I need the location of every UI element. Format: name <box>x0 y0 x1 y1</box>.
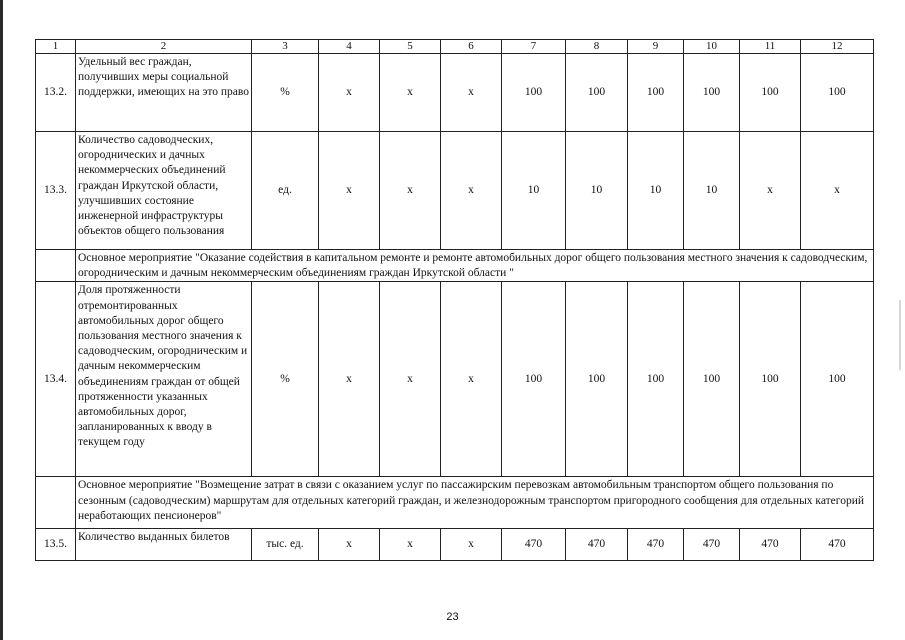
header-cell: 10 <box>684 40 740 54</box>
unit-cell: % <box>252 282 319 477</box>
value-cell: х <box>801 132 874 250</box>
table-row <box>36 529 874 561</box>
row-number: 13.3. <box>36 132 76 250</box>
value-cell: 10 <box>566 132 628 250</box>
value-cell: 100 <box>801 282 874 477</box>
value-cell: х <box>441 54 502 132</box>
value-cell: х <box>441 282 502 477</box>
unit-cell: ед. <box>252 132 319 250</box>
value-cell: х <box>740 132 801 250</box>
value-cell: 100 <box>628 54 684 132</box>
value-cell: х <box>319 54 380 132</box>
value-cell: х <box>319 282 380 477</box>
empty-cell <box>36 477 76 529</box>
section-title: Основное мероприятие "Возмещение затрат в связи с оказанием услуг по пассажирским перевозкам автомобильным транспортом общего пользования по сезонным (садоводческим) маршрутам для отдельных категорий граждан, и железнодорожным транспортом пригородного сообщения для отдельных категорий неработающих пенсионеров" <box>76 477 874 529</box>
indicators-table <box>35 39 874 561</box>
indicator-name: Количество выданных билетов <box>76 529 252 561</box>
value-cell: 100 <box>566 282 628 477</box>
scan-left-edge <box>0 0 3 640</box>
value-cell: 470 <box>628 529 684 561</box>
row-number: 13.5. <box>36 529 76 561</box>
header-cell: 5 <box>380 40 441 54</box>
value-cell: 10 <box>502 132 566 250</box>
value-cell: 470 <box>801 529 874 561</box>
header-cell: 9 <box>628 40 684 54</box>
table-row <box>36 282 874 477</box>
value-cell: х <box>319 132 380 250</box>
value-cell: х <box>441 529 502 561</box>
value-cell: 100 <box>740 282 801 477</box>
value-cell: 100 <box>566 54 628 132</box>
value-cell: х <box>441 132 502 250</box>
header-cell: 12 <box>801 40 874 54</box>
scan-artifact <box>899 300 901 370</box>
value-cell: 100 <box>628 282 684 477</box>
value-cell: 470 <box>740 529 801 561</box>
header-cell: 8 <box>566 40 628 54</box>
header-cell: 4 <box>319 40 380 54</box>
value-cell: 100 <box>502 54 566 132</box>
value-cell: х <box>319 529 380 561</box>
section-row <box>36 477 874 529</box>
table-row <box>36 54 874 132</box>
value-cell: 100 <box>801 54 874 132</box>
value-cell: 10 <box>628 132 684 250</box>
header-cell: 1 <box>36 40 76 54</box>
value-cell: 100 <box>740 54 801 132</box>
value-cell: х <box>380 54 441 132</box>
indicator-name: Удельный вес граждан, получивших меры социальной поддержки, имеющих на это право <box>76 54 252 132</box>
section-row <box>36 250 874 282</box>
value-cell: 100 <box>502 282 566 477</box>
table-row <box>36 132 874 250</box>
indicator-name: Доля протяженности отремонтированных автомобильных дорог общего пользования местного значения к садоводческим, огородническим и дачным некоммерческим объединениям граждан от общей протяженности указанных автомобильных дорог, запланированных к вводу в текущем году <box>76 282 252 477</box>
unit-cell: % <box>252 54 319 132</box>
header-cell: 3 <box>252 40 319 54</box>
row-number: 13.4. <box>36 282 76 477</box>
header-cell: 11 <box>740 40 801 54</box>
value-cell: х <box>380 132 441 250</box>
value-cell: х <box>380 529 441 561</box>
row-number: 13.2. <box>36 54 76 132</box>
page-number: 23 <box>446 611 459 623</box>
section-title: Основное мероприятие "Оказание содействия в капитальном ремонте и ремонте автомобильных дорог общего пользования местного значения к садоводческим, огородническим и дачным некоммерческим объединениям граждан Иркутской области " <box>76 250 874 282</box>
header-cell: 6 <box>441 40 502 54</box>
value-cell: 100 <box>684 54 740 132</box>
value-cell: 100 <box>684 282 740 477</box>
value-cell: 470 <box>684 529 740 561</box>
unit-cell: тыс. ед. <box>252 529 319 561</box>
empty-cell <box>36 250 76 282</box>
indicator-name: Количество садоводческих, огороднических и дачных некоммерческих объединений граждан Иркутской области, улучшивших состояние инженерной инфраструктуры объектов общего пользования <box>76 132 252 250</box>
header-cell: 7 <box>502 40 566 54</box>
value-cell: 10 <box>684 132 740 250</box>
value-cell: 470 <box>502 529 566 561</box>
header-row <box>36 40 874 54</box>
header-cell: 2 <box>76 40 252 54</box>
value-cell: 470 <box>566 529 628 561</box>
value-cell: х <box>380 282 441 477</box>
